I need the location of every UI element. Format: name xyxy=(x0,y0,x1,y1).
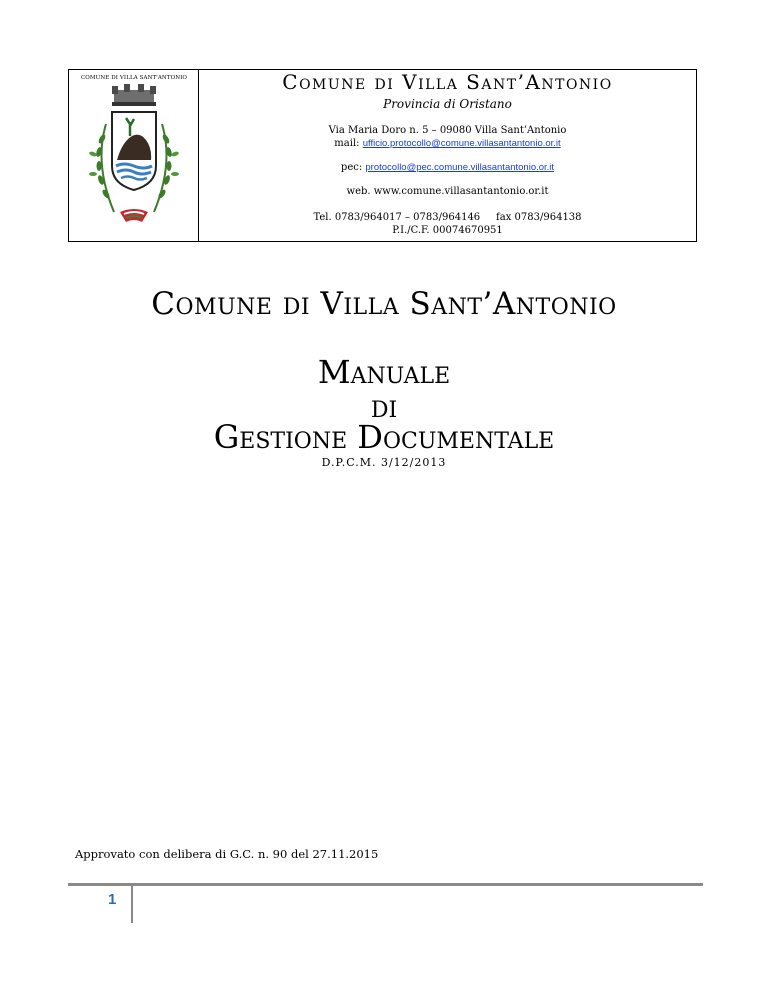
mail-label: mail: xyxy=(334,138,363,149)
footer-vertical-divider xyxy=(131,885,133,923)
footer-divider xyxy=(68,883,703,886)
header-info xyxy=(199,70,696,241)
pec-label: pec: xyxy=(340,162,366,173)
tel-fax: Tel. 0783/964017 – 0783/964146 fax 0783/964138 xyxy=(313,212,582,223)
dpcm-reference: D.P.C.M. 3/12/2013 xyxy=(321,456,447,469)
piva: P.I./C.F. 00074670951 xyxy=(392,225,503,236)
pec-line xyxy=(199,162,696,173)
logo-cell xyxy=(69,70,199,241)
approval-note: Approvato con delibera di G.C. n. 90 del 27.11.2015 xyxy=(75,847,379,861)
address: Via Maria Doro n. 5 – 09080 Villa Sant’Antonio xyxy=(328,125,567,136)
mail-link[interactable]: ufficio.protocollo@comune.villasantantonio.or.it xyxy=(362,138,561,149)
doc-title-line2: di xyxy=(370,387,398,425)
provincia: Provincia di Oristano xyxy=(383,97,512,111)
pec-link[interactable]: protocollo@pec.comune.villasantantonio.or.it xyxy=(365,162,555,173)
mail-line xyxy=(199,138,696,149)
comune-heading: Comune di Villa Sant’Antonio xyxy=(151,286,617,322)
header-title: Comune di Villa Sant’Antonio xyxy=(282,70,613,94)
doc-title-line1: Manuale xyxy=(317,353,451,391)
page-number: 1 xyxy=(108,891,117,908)
coat-of-arms-icon xyxy=(84,84,184,238)
doc-title-line3: Gestione Documentale xyxy=(213,418,555,456)
web-line: web. www.comune.villasantantonio.or.it xyxy=(346,186,549,197)
letterhead xyxy=(68,69,697,242)
logo-caption: COMUNE DI VILLA SANT'ANTONIO xyxy=(80,75,188,81)
